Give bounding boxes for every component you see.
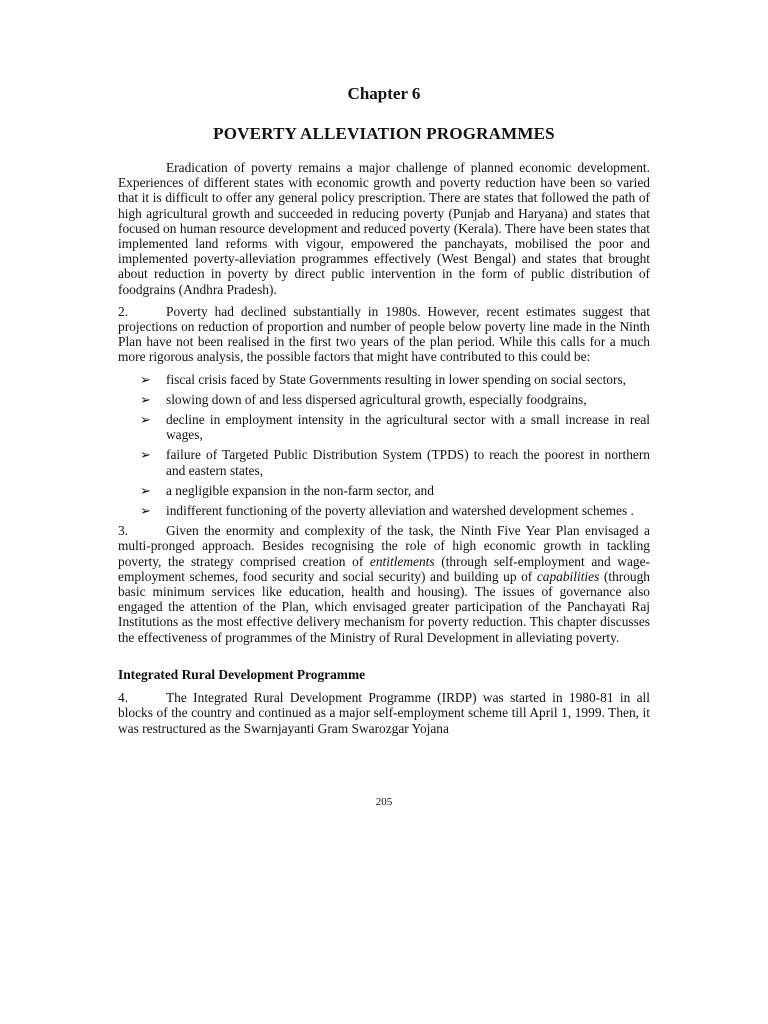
arrow-bullet-icon: ➢ [140,447,151,463]
list-item: ➢ a negligible expansion in the non-farm sector, and [140,482,434,498]
emphasis-capabilities: capabilities [536,568,600,584]
list-item: ➢ decline in employment intensity in the agricultural sector with a small increase in real wages, [140,412,650,443]
paragraph-4: 4. The Integrated Rural Development Programme (IRDP) was started in 1980-81 in all blocks of the country and continued as a major self-employment scheme till April 1, 1999. Then, it was restructured as the Swarnjayanti Gram Swarozgar Yojana [118,690,650,736]
factor-list [118,372,650,519]
arrow-bullet-icon: ➢ [140,371,151,387]
list-item: ➢ slowing down of and less dispersed agricultural growth, especially foodgrains, [140,391,587,407]
arrow-bullet-icon: ➢ [140,412,151,428]
list-item: ➢ fiscal crisis faced by State Governments resulting in lower spending on social sectors, [140,371,627,387]
arrow-bullet-icon: ➢ [140,482,151,498]
paragraph-number: 3. [118,523,129,539]
paragraph-2-text: Poverty had declined substantially in 1980s. However, recent estimates suggest that projections on reduction of proportion and number of people below poverty line made in the Ninth Plan have not been realised in the first two years of the plan period. While this calls for a much more rigorous analysis, the possible factors that might have contributed to this could be: [118,303,650,365]
paragraph-number: 2. [118,303,129,319]
chapter-title: POVERTY ALLEVIATION PROGRAMMES [213,124,555,143]
paragraph-1: Eradication of poverty remains a major challenge of planned economic development. Experiences of different states with economic growth and poverty reduction have been so varied that it is difficult to offer any general policy prescription. There are states that followed the path of high agricultural growth and succeeded in reducing poverty (Punjab and Haryana) and states that focused on human resource development and reduced poverty (Kerala). There have been states that implemented land reforms with vigour, empowered the panchayats, mobilised the poor and implemented poverty-alleviation programmes effectively (West Bengal) and states that brought about reduction in poverty by direct public intervention in the form of public distribution of foodgrains (Andhra Pradesh). [118,160,650,297]
document-body [118,160,650,743]
page-number: 205 [375,796,393,808]
arrow-bullet-icon: ➢ [140,503,151,519]
paragraph-number: 4. [118,690,129,706]
arrow-bullet-icon: ➢ [140,391,151,407]
emphasis-entitlements: entitlements [369,553,435,569]
list-item: ➢ failure of Targeted Public Distribution System (TPDS) to reach the poorest in northern and eastern states, [140,447,650,478]
paragraph-3: 3. Given the enormity and complexity of the task, the Ninth Five Year Plan envisaged a multi-pronged approach. Besides recognising the role of high economic growth in tackling poverty, the strategy comprised creation of entitlements (through self-employment and wage-employment schemes, food security and social security) and building up of capabilities (through basic minimum services like education, health and housing). The issues of governance also engaged the attention of the Plan, which envisaged greater participation of the Panchayati Raj Institutions as the most effective delivery mechanism for poverty reduction. This chapter discusses the effectiveness of programmes of the Ministry of Rural Development in alleviating poverty. [118,523,651,645]
section-heading: Integrated Rural Development Programme [118,666,366,682]
paragraph-2 [118,304,650,365]
list-item: ➢ indifferent functioning of the poverty alleviation and watershed development schemes . [140,503,634,519]
chapter-label: Chapter 6 [347,84,421,103]
